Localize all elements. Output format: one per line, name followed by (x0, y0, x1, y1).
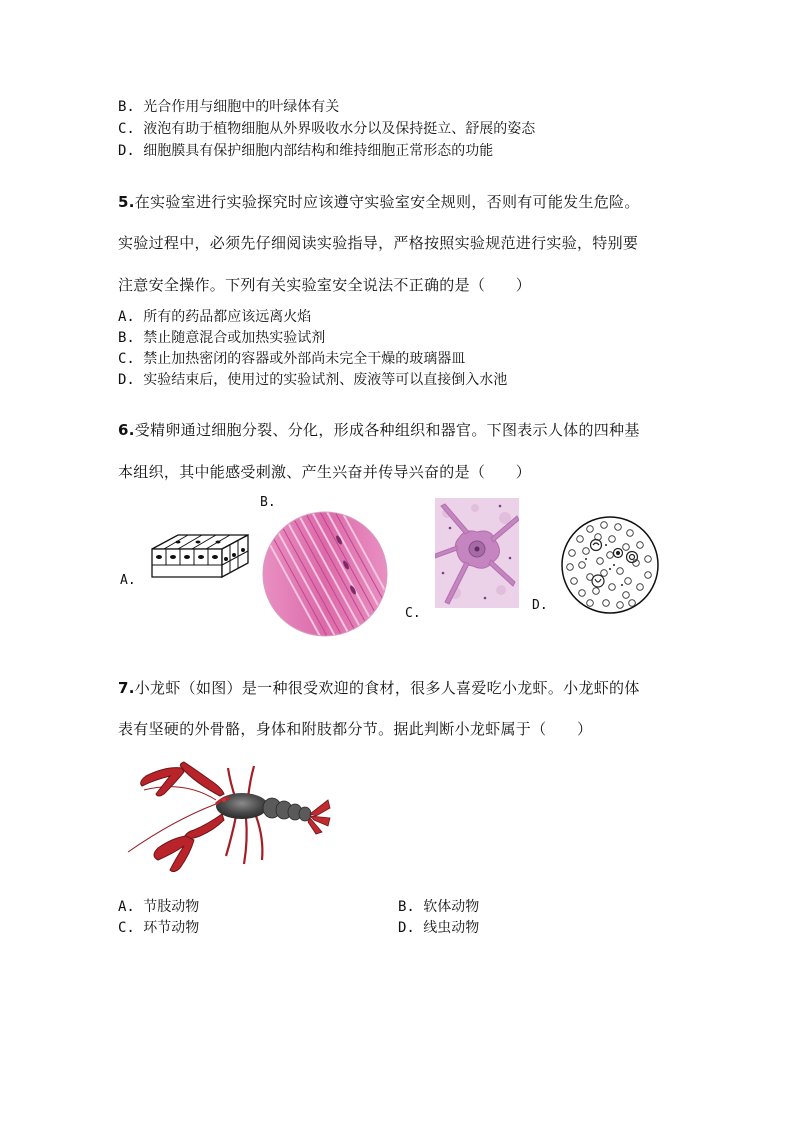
q6-stem-line2: 本组织，其中能感受刺激、产生兴奋并传导兴奋的是（ ） (118, 463, 532, 481)
epithelial-tissue-image (148, 527, 252, 585)
q5-stem-line3: 注意安全操作。下列有关实验室安全说法不正确的是（ ） (118, 276, 532, 294)
q6-number: 6. (118, 421, 135, 439)
q5-stem-line2: 实验过程中，必须先仔细阅读实验指导，严格按照实验规范进行实验，特别要 (118, 234, 639, 252)
q6-label-a: A. (120, 573, 136, 588)
q7-option-d: D. 线虫动物 (398, 920, 480, 936)
q7-option-a: A. 节肢动物 (118, 899, 200, 915)
q5-stem-text1: 在实验室进行实验探究时应该遵守实验室安全规则，否则有可能发生危险。 (134, 193, 640, 211)
q5-option-d: D. 实验结束后，使用过的实验试剂、废液等可以直接倒入水池 (118, 372, 508, 388)
q7-stem-line2: 表有坚硬的外骨骼，身体和附肢都分节。据此判断小龙虾属于（ ） (118, 720, 593, 738)
q6-stem-line1 (118, 419, 640, 440)
q6-label-c: C. (405, 606, 421, 621)
crayfish-image (124, 760, 334, 882)
q6-label-b: B. (260, 495, 276, 510)
q7-number: 7. (118, 679, 135, 697)
q4-option-d: D. 细胞膜具有保护细胞内部结构和维持细胞正常形态的功能 (118, 143, 494, 159)
q5-option-c: C. 禁止加热密闭的容器或外部尚未完全干燥的玻璃器皿 (118, 351, 466, 367)
q5-option-b: B. 禁止随意混合或加热实验试剂 (118, 330, 326, 346)
q7-stem-text1: 小龙虾（如图）是一种很受欢迎的食材，很多人喜爱吃小龙虾。小龙虾的体 (134, 679, 640, 697)
q7-option-c: C. 环节动物 (118, 920, 200, 936)
q5-number: 5. (118, 193, 135, 211)
q4-option-b: B. 光合作用与细胞中的叶绿体有关 (118, 99, 340, 115)
q6-label-d: D. (532, 598, 548, 613)
muscle-tissue-image (261, 510, 389, 638)
q7-stem-line1 (118, 677, 640, 698)
nerve-tissue-image (435, 498, 519, 608)
q4-option-c: C. 液泡有助于植物细胞从外界吸收水分以及保持挺立、舒展的姿态 (118, 121, 536, 137)
q5-stem-line1 (118, 191, 640, 212)
blood-connective-tissue-image (560, 515, 660, 615)
q5-option-a: A. 所有的药品都应该远离火焰 (118, 309, 312, 325)
q7-option-b: B. 软体动物 (398, 899, 480, 915)
q6-stem-text1: 受精卵通过细胞分裂、分化，形成各种组织和器官。下图表示人体的四种基 (134, 421, 640, 439)
